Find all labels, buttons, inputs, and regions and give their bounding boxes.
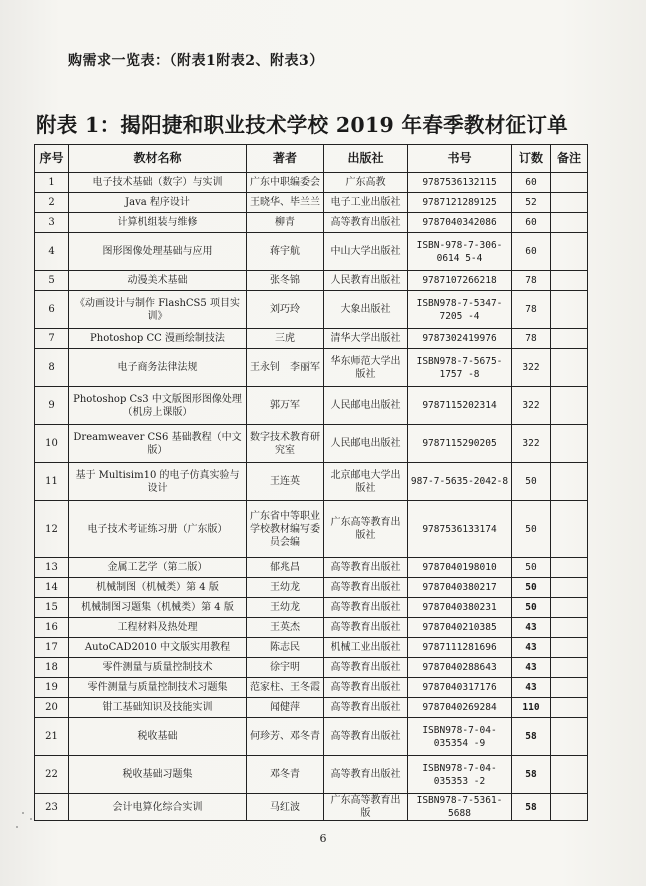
book-publisher: 高等教育出版社 bbox=[324, 658, 408, 678]
table-row bbox=[35, 213, 588, 233]
row-number: 19 bbox=[35, 678, 69, 698]
row-number: 5 bbox=[35, 271, 69, 291]
scan-speck bbox=[30, 818, 32, 820]
book-publisher: 高等教育出版社 bbox=[324, 578, 408, 598]
book-isbn: ISBN978-7-5347-7205 -4 bbox=[408, 291, 512, 329]
remarks bbox=[551, 658, 588, 678]
book-author: 郭万军 bbox=[247, 387, 324, 425]
column-header: 出版社 bbox=[324, 145, 408, 173]
row-number: 10 bbox=[35, 425, 69, 463]
book-title: Photoshop Cs3 中文版图形图像处理（机房上课版） bbox=[69, 387, 247, 425]
order-quantity: 50 bbox=[512, 501, 551, 558]
table-row bbox=[35, 271, 588, 291]
book-isbn: ISBN978-7-5361-5688 bbox=[408, 794, 512, 821]
book-publisher: 华东师范大学出版社 bbox=[324, 349, 408, 387]
remarks bbox=[551, 638, 588, 658]
table-row bbox=[35, 193, 588, 213]
remarks bbox=[551, 291, 588, 329]
book-isbn: 9787107266218 bbox=[408, 271, 512, 291]
book-isbn: 9787040380231 bbox=[408, 598, 512, 618]
table-row bbox=[35, 658, 588, 678]
order-quantity: 78 bbox=[512, 271, 551, 291]
book-publisher: 机械工业出版社 bbox=[324, 638, 408, 658]
table-row bbox=[35, 349, 588, 387]
table-header-row bbox=[35, 145, 588, 173]
book-isbn: 9787040210385 bbox=[408, 618, 512, 638]
table-row bbox=[35, 387, 588, 425]
book-publisher: 广东高等教育出版社 bbox=[324, 501, 408, 558]
book-author: 王英杰 bbox=[247, 618, 324, 638]
remarks bbox=[551, 173, 588, 193]
order-quantity: 43 bbox=[512, 658, 551, 678]
row-number: 3 bbox=[35, 213, 69, 233]
remarks bbox=[551, 425, 588, 463]
table-row bbox=[35, 794, 588, 821]
book-publisher: 高等教育出版社 bbox=[324, 756, 408, 794]
remarks bbox=[551, 618, 588, 638]
remarks bbox=[551, 698, 588, 718]
book-title: 工程材料及热处理 bbox=[69, 618, 247, 638]
book-isbn: ISBN978-7-04-035353 -2 bbox=[408, 756, 512, 794]
remarks bbox=[551, 756, 588, 794]
table-row bbox=[35, 501, 588, 558]
table-row bbox=[35, 598, 588, 618]
order-quantity: 43 bbox=[512, 638, 551, 658]
book-publisher: 人民邮电出版社 bbox=[324, 387, 408, 425]
book-author: 王幼龙 bbox=[247, 598, 324, 618]
page-number: 6 bbox=[319, 832, 327, 845]
remarks bbox=[551, 193, 588, 213]
book-publisher: 北京邮电大学出版社 bbox=[324, 463, 408, 501]
book-author: 柳青 bbox=[247, 213, 324, 233]
table-row bbox=[35, 638, 588, 658]
book-title: AutoCAD2010 中文版实用教程 bbox=[69, 638, 247, 658]
table-row bbox=[35, 291, 588, 329]
order-quantity: 60 bbox=[512, 233, 551, 271]
book-title: 动漫美术基础 bbox=[69, 271, 247, 291]
scan-speck bbox=[16, 826, 18, 828]
book-author: 刘巧玲 bbox=[247, 291, 324, 329]
row-number: 7 bbox=[35, 329, 69, 349]
book-isbn: 9787040380217 bbox=[408, 578, 512, 598]
remarks bbox=[551, 387, 588, 425]
order-quantity: 43 bbox=[512, 618, 551, 638]
book-publisher: 广东高教 bbox=[324, 173, 408, 193]
book-isbn: 9787121289125 bbox=[408, 193, 512, 213]
book-title: 基于 Multisim10 的电子仿真实验与设计 bbox=[69, 463, 247, 501]
book-isbn: 9787536133174 bbox=[408, 501, 512, 558]
remarks bbox=[551, 329, 588, 349]
table-body bbox=[35, 173, 588, 821]
table-row bbox=[35, 578, 588, 598]
page-title: 附表 1：揭阳捷和职业技术学校 2019 年春季教材征订单 bbox=[36, 113, 568, 137]
remarks bbox=[551, 794, 588, 821]
row-number: 11 bbox=[35, 463, 69, 501]
table-row bbox=[35, 233, 588, 271]
book-author: 数字技术教育研究室 bbox=[247, 425, 324, 463]
book-title: 电子商务法律法规 bbox=[69, 349, 247, 387]
remarks bbox=[551, 349, 588, 387]
book-author: 蒋宇航 bbox=[247, 233, 324, 271]
row-number: 18 bbox=[35, 658, 69, 678]
book-title: 图形图像处理基础与应用 bbox=[69, 233, 247, 271]
order-quantity: 78 bbox=[512, 329, 551, 349]
book-publisher: 高等教育出版社 bbox=[324, 618, 408, 638]
row-number: 23 bbox=[35, 794, 69, 821]
book-title: 电子技术基础（数字）与实训 bbox=[69, 173, 247, 193]
book-publisher: 清华大学出版社 bbox=[324, 329, 408, 349]
book-isbn: 9787040342086 bbox=[408, 213, 512, 233]
book-isbn: 9787302419976 bbox=[408, 329, 512, 349]
book-isbn: 9787115202314 bbox=[408, 387, 512, 425]
book-publisher: 高等教育出版社 bbox=[324, 678, 408, 698]
remarks bbox=[551, 233, 588, 271]
book-title: 税收基础习题集 bbox=[69, 756, 247, 794]
remarks bbox=[551, 501, 588, 558]
book-author: 范家柱、王冬霞 bbox=[247, 678, 324, 698]
remarks bbox=[551, 578, 588, 598]
book-publisher: 高等教育出版社 bbox=[324, 598, 408, 618]
book-title: 金属工艺学（第二版） bbox=[69, 558, 247, 578]
table-row bbox=[35, 618, 588, 638]
table-row bbox=[35, 173, 588, 193]
book-publisher: 中山大学出版社 bbox=[324, 233, 408, 271]
order-quantity: 58 bbox=[512, 718, 551, 756]
book-publisher: 高等教育出版社 bbox=[324, 558, 408, 578]
book-title: 钳工基础知识及技能实训 bbox=[69, 698, 247, 718]
order-quantity: 60 bbox=[512, 173, 551, 193]
book-author: 何珍芳、邓冬青 bbox=[247, 718, 324, 756]
intro-text: 购需求一览表：（附表1附表2、附表3） bbox=[68, 53, 324, 69]
book-title: 电子技术考证练习册（广东版） bbox=[69, 501, 247, 558]
book-publisher: 高等教育出版社 bbox=[324, 698, 408, 718]
scan-speck bbox=[22, 812, 24, 814]
book-author: 王幼龙 bbox=[247, 578, 324, 598]
order-quantity: 50 bbox=[512, 598, 551, 618]
column-header: 教材名称 bbox=[69, 145, 247, 173]
remarks bbox=[551, 213, 588, 233]
remarks bbox=[551, 678, 588, 698]
book-author: 王永钊 李丽军 bbox=[247, 349, 324, 387]
row-number: 4 bbox=[35, 233, 69, 271]
order-quantity: 60 bbox=[512, 213, 551, 233]
row-number: 14 bbox=[35, 578, 69, 598]
book-isbn: 9787040288643 bbox=[408, 658, 512, 678]
table-row bbox=[35, 329, 588, 349]
order-quantity: 50 bbox=[512, 578, 551, 598]
order-quantity: 78 bbox=[512, 291, 551, 329]
column-header: 著者 bbox=[247, 145, 324, 173]
book-isbn: 9787115290205 bbox=[408, 425, 512, 463]
row-number: 16 bbox=[35, 618, 69, 638]
book-author: 王晓华、毕兰兰 bbox=[247, 193, 324, 213]
order-quantity: 50 bbox=[512, 463, 551, 501]
book-title: 会计电算化综合实训 bbox=[69, 794, 247, 821]
book-title: 零件测量与质量控制技术 bbox=[69, 658, 247, 678]
order-quantity: 322 bbox=[512, 425, 551, 463]
book-title: 《动画设计与制作 FlashCS5 项目实训》 bbox=[69, 291, 247, 329]
book-publisher: 人民教育出版社 bbox=[324, 271, 408, 291]
book-author: 广东中职编委会 bbox=[247, 173, 324, 193]
book-author: 王连英 bbox=[247, 463, 324, 501]
order-quantity: 322 bbox=[512, 349, 551, 387]
order-quantity: 110 bbox=[512, 698, 551, 718]
book-isbn: 9787040317176 bbox=[408, 678, 512, 698]
order-quantity: 58 bbox=[512, 756, 551, 794]
order-quantity: 58 bbox=[512, 794, 551, 821]
book-publisher: 大象出版社 bbox=[324, 291, 408, 329]
book-author: 郁兆昌 bbox=[247, 558, 324, 578]
table-row bbox=[35, 558, 588, 578]
book-title: 机械制图习题集（机械类）第 4 版 bbox=[69, 598, 247, 618]
book-title: Java 程序设计 bbox=[69, 193, 247, 213]
row-number: 6 bbox=[35, 291, 69, 329]
book-author: 广东省中等职业学校教材编写委员会编 bbox=[247, 501, 324, 558]
column-header: 备注 bbox=[551, 145, 588, 173]
row-number: 8 bbox=[35, 349, 69, 387]
row-number: 17 bbox=[35, 638, 69, 658]
remarks bbox=[551, 558, 588, 578]
book-isbn: ISBN978-7-04-035354 -9 bbox=[408, 718, 512, 756]
book-title: 零件测量与质量控制技术习题集 bbox=[69, 678, 247, 698]
remarks bbox=[551, 271, 588, 291]
table-row bbox=[35, 463, 588, 501]
book-isbn: ISBN978-7-5675-1757 -8 bbox=[408, 349, 512, 387]
book-title: 税收基础 bbox=[69, 718, 247, 756]
book-isbn: 9787536132115 bbox=[408, 173, 512, 193]
column-header: 书号 bbox=[408, 145, 512, 173]
order-quantity: 322 bbox=[512, 387, 551, 425]
column-header: 订数 bbox=[512, 145, 551, 173]
book-title: Dreamweaver CS6 基础教程（中文版） bbox=[69, 425, 247, 463]
book-title: 计算机组装与维修 bbox=[69, 213, 247, 233]
table-row bbox=[35, 678, 588, 698]
book-publisher: 高等教育出版社 bbox=[324, 718, 408, 756]
row-number: 15 bbox=[35, 598, 69, 618]
book-author: 马红波 bbox=[247, 794, 324, 821]
row-number: 12 bbox=[35, 501, 69, 558]
row-number: 20 bbox=[35, 698, 69, 718]
book-author: 徐宇明 bbox=[247, 658, 324, 678]
remarks bbox=[551, 598, 588, 618]
book-author: 闻健萍 bbox=[247, 698, 324, 718]
column-header: 序号 bbox=[35, 145, 69, 173]
book-publisher: 高等教育出版社 bbox=[324, 213, 408, 233]
book-isbn: 9787040269284 bbox=[408, 698, 512, 718]
table-row bbox=[35, 698, 588, 718]
order-quantity: 43 bbox=[512, 678, 551, 698]
textbook-order-table bbox=[34, 144, 588, 821]
book-title: 机械制图（机械类）第 4 版 bbox=[69, 578, 247, 598]
book-isbn: 987-7-5635-2042-8 bbox=[408, 463, 512, 501]
row-number: 9 bbox=[35, 387, 69, 425]
row-number: 21 bbox=[35, 718, 69, 756]
remarks bbox=[551, 718, 588, 756]
book-isbn: 9787111281696 bbox=[408, 638, 512, 658]
row-number: 13 bbox=[35, 558, 69, 578]
order-quantity: 50 bbox=[512, 558, 551, 578]
book-publisher: 电子工业出版社 bbox=[324, 193, 408, 213]
book-isbn: 9787040198010 bbox=[408, 558, 512, 578]
book-publisher: 人民邮电出版社 bbox=[324, 425, 408, 463]
book-author: 张冬锦 bbox=[247, 271, 324, 291]
row-number: 1 bbox=[35, 173, 69, 193]
table-row bbox=[35, 718, 588, 756]
order-quantity: 52 bbox=[512, 193, 551, 213]
book-publisher: 广东高等教育出版 bbox=[324, 794, 408, 821]
book-author: 三虎 bbox=[247, 329, 324, 349]
book-isbn: ISBN-978-7-306-0614 5-4 bbox=[408, 233, 512, 271]
row-number: 2 bbox=[35, 193, 69, 213]
book-author: 邓冬青 bbox=[247, 756, 324, 794]
remarks bbox=[551, 463, 588, 501]
table-row bbox=[35, 425, 588, 463]
book-author: 陈志民 bbox=[247, 638, 324, 658]
row-number: 22 bbox=[35, 756, 69, 794]
table-row bbox=[35, 756, 588, 794]
book-title: Photoshop CC 漫画绘制技法 bbox=[69, 329, 247, 349]
